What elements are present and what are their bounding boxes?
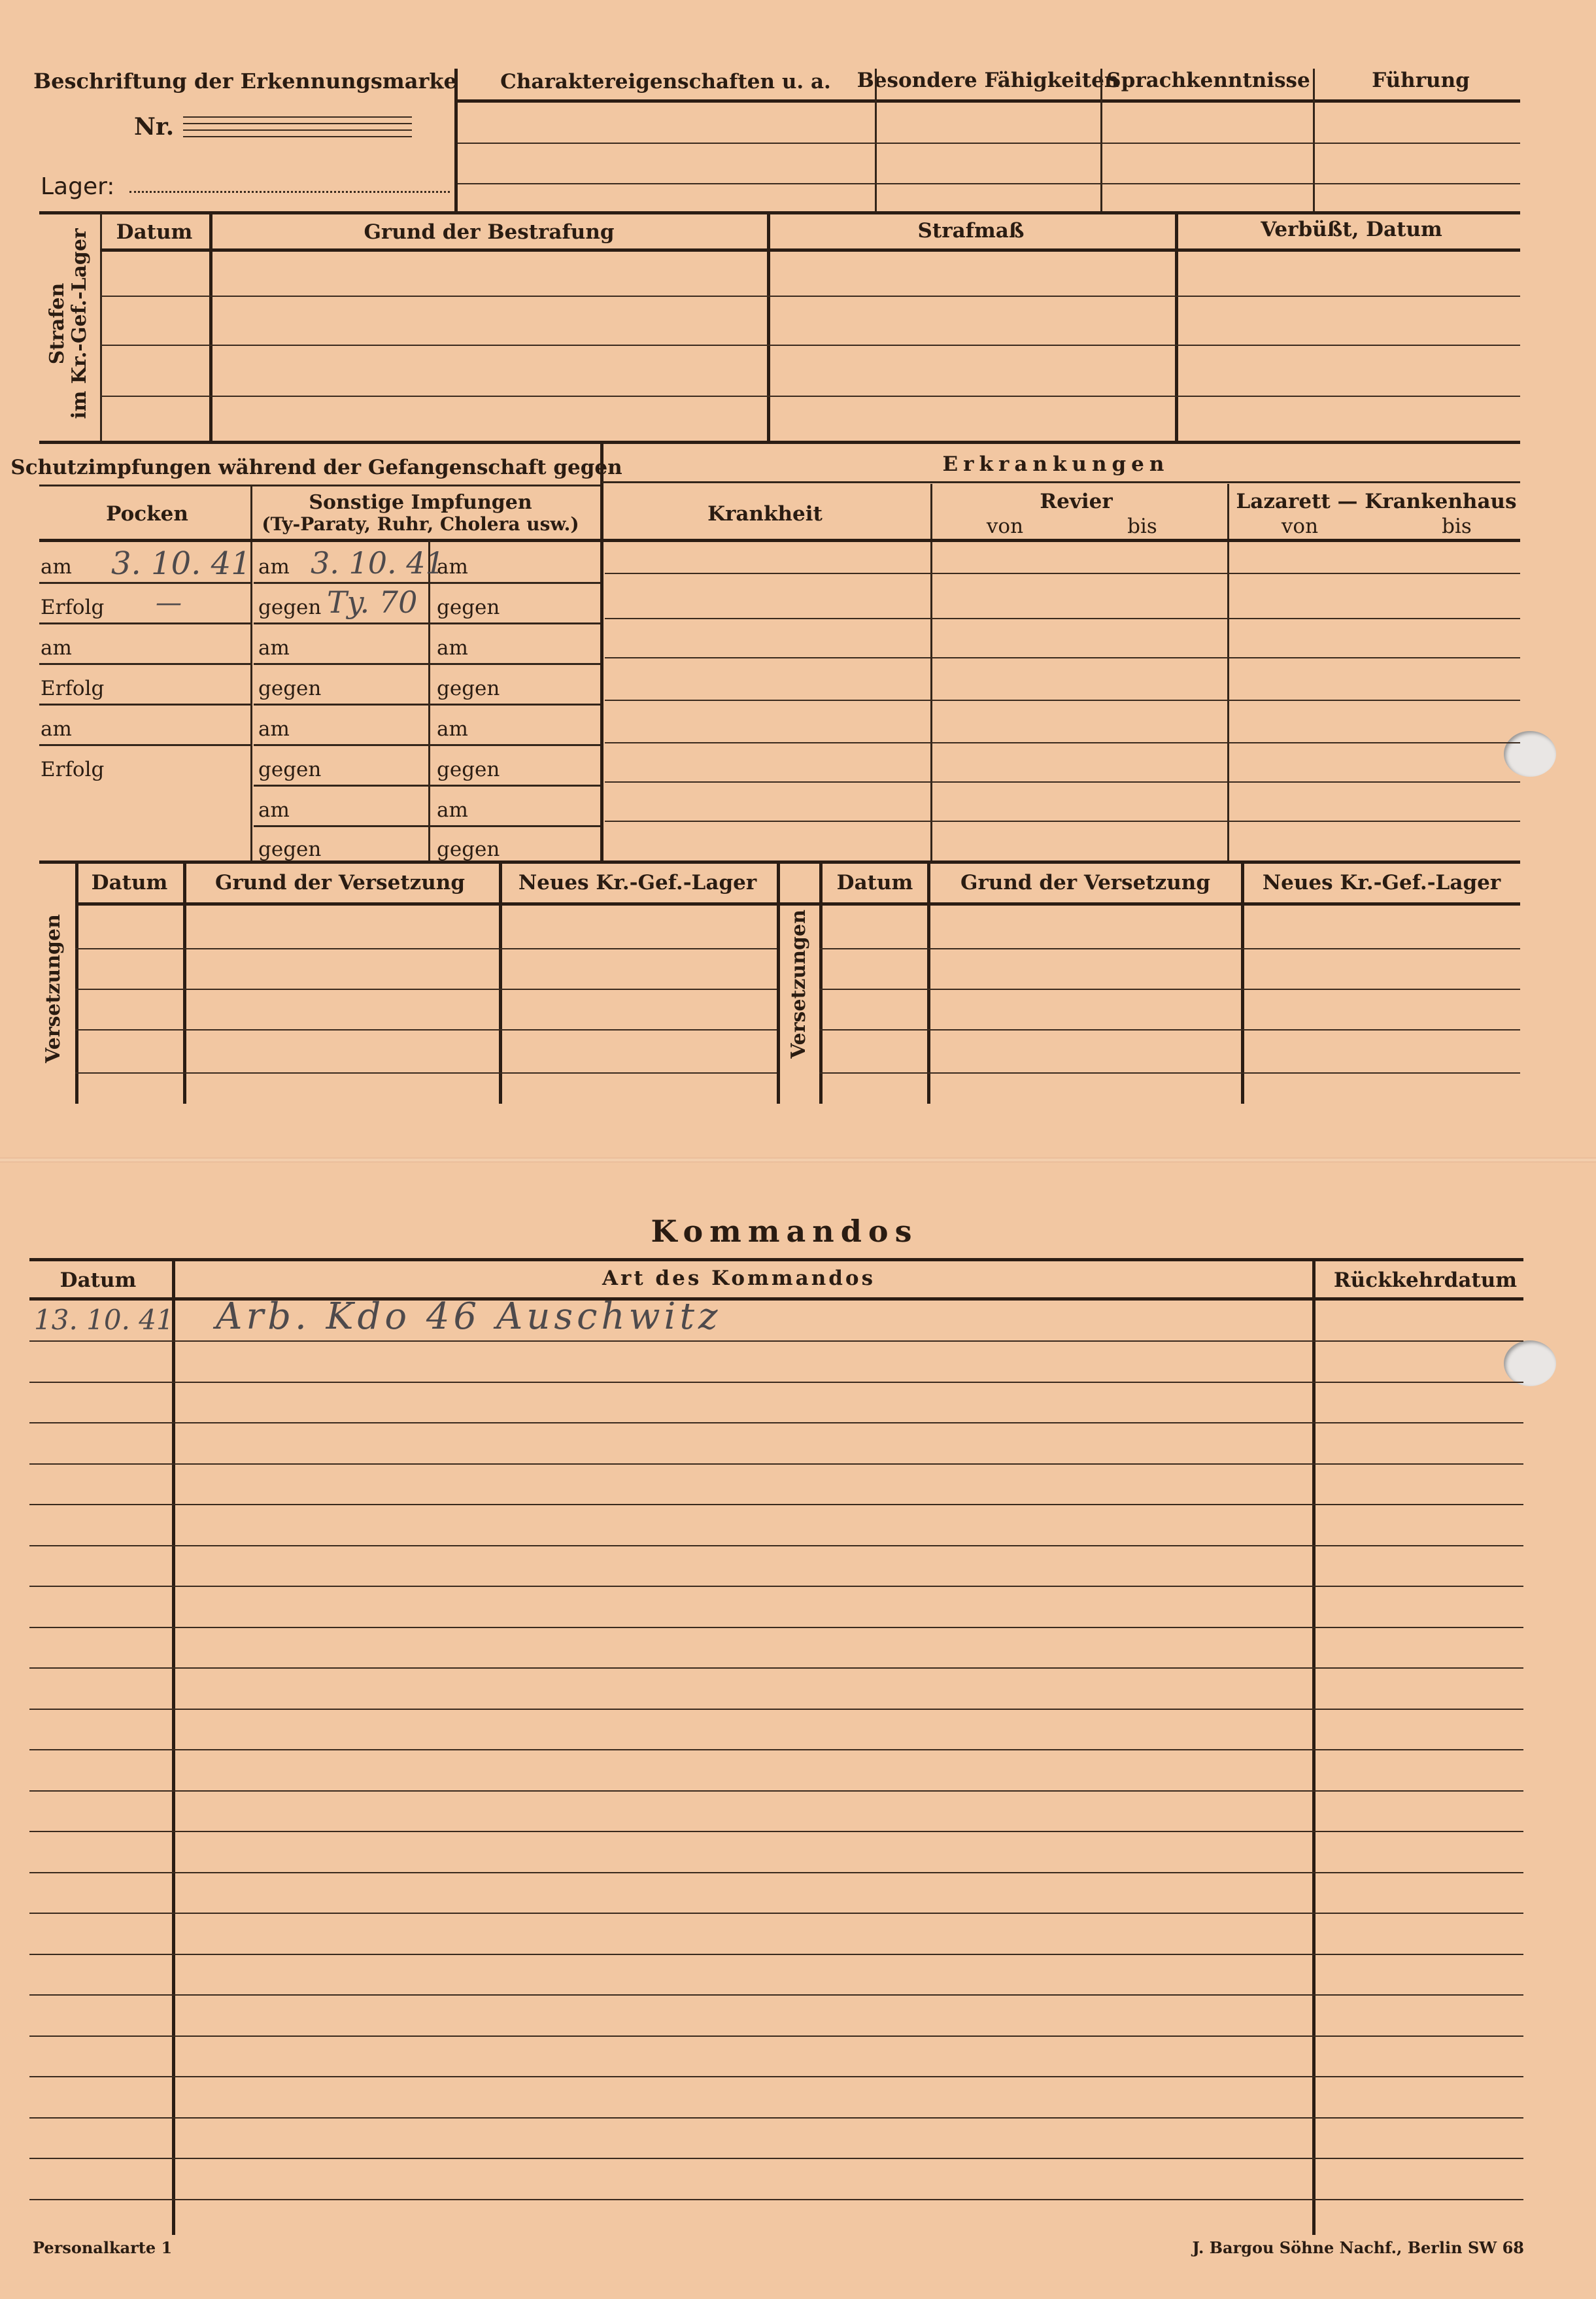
- strafen-col-strafmass: Strafmaß: [917, 219, 1025, 243]
- row-line: [39, 582, 250, 584]
- row-line: [605, 657, 1520, 658]
- kommandos-col-datum: Datum: [59, 1269, 137, 1292]
- strafen-col-datum: Datum: [116, 220, 193, 244]
- col-divider: [777, 863, 780, 1104]
- col-divider: [1175, 213, 1178, 441]
- col-fuehrung: Führung: [1372, 69, 1470, 92]
- sonstige-am: am: [437, 636, 468, 660]
- nr-line: [183, 129, 412, 131]
- col-divider: [183, 863, 186, 1104]
- hw-pocken-erfolg: —: [156, 588, 182, 618]
- header-rule: [39, 539, 1520, 542]
- row-line: [100, 296, 1520, 297]
- pocken-am: am: [41, 717, 72, 741]
- col-charakter: Charaktereigenschaften u. a.: [500, 70, 831, 94]
- revier-bis: bis: [1127, 515, 1157, 538]
- row-line: [29, 1586, 1523, 1587]
- versetzungen-side-label-2: Versetzungen: [787, 910, 810, 1059]
- row-line: [29, 1340, 1523, 1342]
- footer-printer: J. Bargou Söhne Nachf., Berlin SW 68: [1192, 2238, 1524, 2257]
- row-line: [605, 781, 1520, 783]
- row-line: [254, 785, 600, 787]
- sonstige-am: am: [437, 798, 468, 822]
- sonstige-am: am: [258, 717, 290, 741]
- col-divider: [927, 863, 930, 1104]
- header-rule: [100, 248, 1520, 252]
- row-line: [39, 622, 250, 624]
- row-line: [29, 1627, 1523, 1628]
- lager-label: Lager:: [41, 173, 115, 200]
- header-rule: [602, 481, 1520, 483]
- sonstige-gegen: gegen: [437, 596, 500, 619]
- pocken-am: am: [41, 555, 72, 579]
- row-line: [75, 1029, 777, 1030]
- hw-pocken-date: 3. 10. 41: [111, 545, 251, 582]
- nr-label: Nr.: [134, 113, 175, 141]
- nr-line: [183, 123, 412, 124]
- pocken-am: am: [41, 636, 72, 660]
- col-divider: [1312, 1258, 1316, 2235]
- sonstige-am: am: [258, 798, 290, 822]
- versetzung-col-lager: Neues Kr.-Gef.-Lager: [518, 871, 757, 894]
- versetzung-col-datum: Datum: [91, 871, 168, 894]
- row-line: [254, 825, 600, 827]
- row-line: [254, 622, 600, 624]
- versetzung-col-lager-2: Neues Kr.-Gef.-Lager: [1262, 871, 1501, 894]
- row-line: [819, 1029, 1520, 1030]
- row-line: [29, 1504, 1523, 1505]
- row-line: [819, 948, 1520, 949]
- versetzung-col-grund-2: Grund der Versetzung: [960, 871, 1210, 894]
- hw-sonstige-date: 3. 10. 41: [311, 545, 445, 581]
- id-tag-title: Beschriftung der Erkennungsmarke: [33, 69, 457, 94]
- col-divider: [75, 863, 78, 1104]
- row-line: [458, 183, 1520, 184]
- krankheit-header: Krankheit: [707, 502, 823, 526]
- col-divider: [428, 540, 430, 860]
- row-line: [29, 1872, 1523, 1873]
- row-line: [29, 2035, 1523, 2037]
- row-line: [100, 345, 1520, 346]
- kommando-art: Arb. Kdo 46 Auschwitz: [216, 1295, 722, 1338]
- kommandos-col-rueckkehr: Rückkehrdatum: [1333, 1269, 1518, 1292]
- col-divider: [454, 69, 458, 211]
- sonstige-am: am: [258, 636, 290, 660]
- col-divider: [875, 69, 877, 211]
- row-line: [605, 618, 1520, 619]
- row-line: [39, 744, 250, 746]
- row-line: [29, 1422, 1523, 1423]
- col-faehigkeiten: Besondere Fähigkeiten: [857, 69, 1119, 92]
- punch-hole: [1504, 1340, 1556, 1386]
- sonstige-gegen: gegen: [258, 596, 322, 619]
- footer-form-name: Personalkarte 1: [33, 2238, 173, 2257]
- col-divider: [819, 863, 823, 1104]
- row-line: [254, 582, 600, 584]
- versetzung-col-grund: Grund der Versetzung: [215, 871, 465, 894]
- kommandos-col-art: Art des Kommandos: [602, 1267, 876, 1290]
- strafen-side-label: Strafen: [46, 282, 69, 365]
- row-line: [29, 1463, 1523, 1465]
- paper-fold: [0, 1157, 1596, 1163]
- pocken-erfolg: Erfolg: [41, 758, 105, 781]
- section-rule: [39, 441, 1520, 444]
- col-divider: [1313, 69, 1315, 211]
- row-line: [29, 1790, 1523, 1792]
- row-line: [29, 1913, 1523, 1914]
- row-line: [254, 704, 600, 706]
- lazarett-von: von: [1281, 515, 1319, 538]
- row-line: [605, 573, 1520, 574]
- row-line: [29, 1831, 1523, 1832]
- sonstige-am: am: [258, 555, 290, 579]
- row-line: [458, 143, 1520, 144]
- col-divider: [1241, 863, 1244, 1104]
- row-line: [29, 1709, 1523, 1710]
- row-line: [39, 663, 250, 665]
- punch-hole: [1504, 731, 1556, 777]
- col-divider: [600, 443, 603, 860]
- row-line: [29, 2117, 1523, 2119]
- revier-header: Revier: [1040, 490, 1113, 513]
- strafen-side-label-2: im Kr.-Gef.-Lager: [68, 228, 91, 419]
- pocken-header: Pocken: [106, 502, 188, 526]
- sonstige-gegen: gegen: [437, 838, 500, 861]
- sonstige-am: am: [437, 555, 468, 579]
- row-line: [29, 1954, 1523, 1955]
- row-line: [254, 744, 600, 746]
- row-line: [39, 704, 250, 706]
- row-line: [75, 1072, 777, 1074]
- col-divider: [100, 213, 102, 441]
- lazarett-header: Lazarett — Krankenhaus: [1236, 490, 1517, 513]
- versetzungen-side-label: Versetzungen: [42, 914, 65, 1063]
- erkrankungen-title: Erkrankungen: [942, 452, 1170, 476]
- impfungen-title: Schutzimpfungen während der Gefangenschaft gegen: [10, 456, 622, 479]
- row-line: [605, 821, 1520, 822]
- kommandos-title: Kommandos: [651, 1214, 919, 1249]
- header-rule: [75, 902, 1520, 906]
- pocken-erfolg: Erfolg: [41, 596, 105, 619]
- row-line: [819, 1072, 1520, 1074]
- hw-sonstige-gegen: Ty. 70: [327, 585, 418, 620]
- row-line: [100, 396, 1520, 397]
- pocken-erfolg: Erfolg: [41, 677, 105, 700]
- col-divider: [1100, 69, 1102, 211]
- versetzung-col-datum-2: Datum: [836, 871, 913, 894]
- row-line: [605, 700, 1520, 701]
- lazarett-bis: bis: [1442, 515, 1472, 538]
- section-rule: [39, 211, 1520, 214]
- sonstige-am: am: [437, 717, 468, 741]
- row-line: [254, 663, 600, 665]
- header-rule: [29, 1258, 1523, 1261]
- row-line: [75, 948, 777, 949]
- row-line: [75, 989, 777, 990]
- nr-line: [183, 116, 412, 118]
- sonstige-gegen: gegen: [258, 758, 322, 781]
- row-line: [29, 1749, 1523, 1750]
- row-line: [29, 1545, 1523, 1546]
- row-line: [819, 989, 1520, 990]
- sonstige-gegen: gegen: [437, 677, 500, 700]
- col-sprachen: Sprachkenntnisse: [1106, 69, 1310, 92]
- revier-von: von: [986, 515, 1024, 538]
- sonstige-gegen: gegen: [258, 838, 322, 861]
- col-divider: [172, 1258, 175, 2235]
- row-line: [29, 1994, 1523, 1996]
- row-line: [29, 2076, 1523, 2077]
- sonstige-gegen: gegen: [258, 677, 322, 700]
- kommando-datum: 13. 10. 41: [34, 1304, 174, 1336]
- row-line: [29, 2158, 1523, 2159]
- row-line: [29, 1667, 1523, 1669]
- header-rule: [39, 485, 602, 486]
- lager-field: [129, 191, 450, 193]
- sonstige-gegen: gegen: [437, 758, 500, 781]
- row-line: [29, 1382, 1523, 1383]
- col-divider: [209, 213, 212, 441]
- strafen-col-grund: Grund der Bestrafung: [364, 220, 615, 244]
- strafen-col-verbuesst: Verbüßt, Datum: [1261, 218, 1442, 241]
- sonstige-header: Sonstige Impfungen: [309, 491, 532, 514]
- sonstige-header-2: (Ty-Paraty, Ruhr, Cholera usw.): [262, 513, 579, 535]
- row-line: [605, 742, 1520, 743]
- col-divider: [499, 863, 502, 1104]
- col-divider: [767, 213, 770, 441]
- nr-line: [183, 136, 412, 137]
- header-rule: [454, 99, 1520, 103]
- row-line: [29, 2199, 1523, 2200]
